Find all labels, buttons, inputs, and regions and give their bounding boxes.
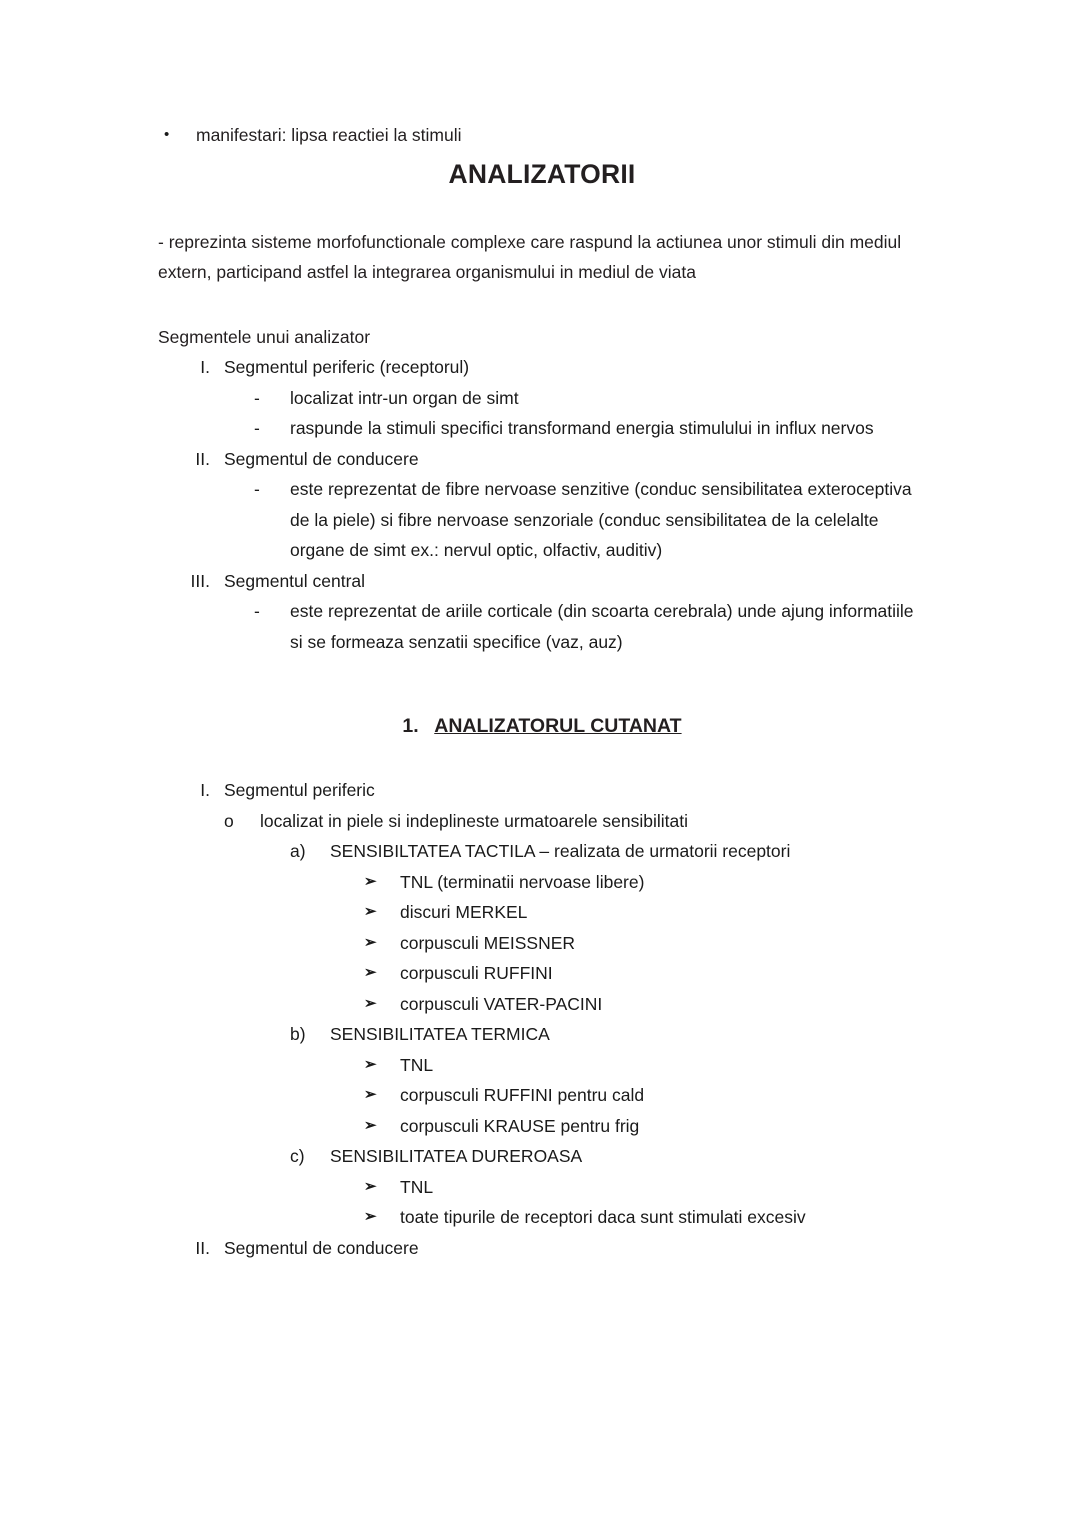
list-item [364, 1111, 926, 1142]
letter-marker: a) [290, 841, 306, 861]
list-item-text: Segmentul periferic [224, 780, 375, 800]
dash-marker: - [254, 418, 260, 438]
list-item-text: TNL [400, 1054, 434, 1075]
list-item-text: Segmentul de conducere [224, 448, 419, 469]
list-item [364, 958, 926, 989]
list-item-text: Segmentul central [224, 570, 366, 591]
list-item-text: este reprezentat de fibre nervoase senzitive (conduc sensibilitatea exteroceptiva de la piele) si fibre nervoase senzoriale (conduc sensibilitatea de la celelalte organe de simt ex.: nervul optic, olfactiv, auditiv) [290, 479, 912, 560]
list-item-text: este reprezentat de ariile corticale (din scoarta cerebrala) unde ajung informatiile si se formeaza senzatii specifice (vaz, auz) [290, 601, 914, 652]
arrow-icon: ➢ [364, 1086, 377, 1103]
document-content [158, 120, 926, 1263]
list-item-text: TNL [400, 1176, 434, 1197]
list-item [158, 444, 926, 475]
list-marker: II. [195, 1237, 210, 1258]
page-title: ANALIZATORII [448, 158, 636, 189]
list-item-text: corpusculi VATER-PACINI [400, 993, 603, 1014]
letter-marker: b) [290, 1024, 306, 1044]
list-item-text: discuri MERKEL [400, 902, 528, 922]
list-item [158, 775, 926, 806]
arrow-icon: ➢ [364, 1208, 377, 1225]
circle-marker: o [224, 810, 234, 831]
list-item-text: TNL (terminatii nervoase libere) [400, 871, 645, 892]
list-item [364, 1202, 926, 1233]
list-marker: II. [195, 448, 210, 469]
arrow-icon: ➢ [364, 1055, 377, 1073]
list-item [364, 1172, 926, 1203]
arrow-icon: ➢ [364, 872, 377, 890]
arrow-icon: ➢ [364, 964, 377, 981]
list-marker: I. [200, 357, 210, 377]
list-item [158, 352, 926, 383]
list-item [254, 474, 926, 566]
list-item-text: SENSIBILITATEA DUREROASA [330, 1146, 583, 1166]
intro-paragraph: - reprezinta sisteme morfofunctionale complexe care raspund la actiunea unor stimuli din mediul extern, participand astfel la integrarea organismului in mediul de viata [158, 231, 902, 282]
list-item-text: Segmentul de conducere [224, 1237, 419, 1258]
list-item [254, 413, 926, 444]
list-item-text: SENSIBILTATEA TACTILA – realizata de urmatorii receptori [330, 841, 791, 861]
list-item-text: SENSIBILITATEA TERMICA [330, 1024, 550, 1044]
section-title: ANALIZATORUL CUTANAT [434, 715, 682, 737]
list-item [158, 120, 926, 151]
segments-label: Segmentele unui analizator [158, 326, 371, 347]
list-item [158, 566, 926, 597]
list-item [290, 836, 926, 867]
dash-marker: - [254, 479, 260, 499]
arrow-icon: ➢ [364, 933, 377, 951]
list-item [254, 596, 926, 657]
arrow-icon: ➢ [364, 903, 377, 920]
list-item [254, 383, 926, 414]
bullet-icon: • [164, 126, 170, 143]
dash-marker: - [254, 601, 260, 621]
list-item [364, 989, 926, 1020]
list-item-text: corpusculi RUFFINI pentru cald [400, 1085, 645, 1105]
list-item-text: corpusculi KRAUSE pentru frig [400, 1115, 640, 1136]
list-marker: III. [190, 570, 210, 591]
section-heading [158, 711, 926, 741]
letter-marker: c) [290, 1146, 305, 1166]
list-item-text: localizat in piele si indeplineste urmatoarele sensibilitati [260, 810, 689, 831]
list-item-text: toate tipurile de receptori daca sunt stimulati excesiv [400, 1207, 806, 1227]
section-number: 1. [402, 715, 419, 737]
arrow-icon: ➢ [364, 1177, 377, 1195]
list-item-text: corpusculi MEISSNER [400, 932, 576, 953]
list-item [290, 1019, 926, 1050]
list-item [290, 1141, 926, 1172]
list-item [158, 1233, 926, 1264]
list-item-text: Segmentul periferic (receptorul) [224, 357, 470, 377]
dash-marker: - [254, 387, 260, 408]
list-item-text: localizat intr-un organ de simt [290, 387, 519, 408]
list-marker: I. [200, 780, 210, 800]
arrow-icon: ➢ [364, 994, 377, 1012]
list-item [224, 806, 926, 837]
list-item-text: raspunde la stimuli specifici transformand energia stimulului in influx nervos [290, 418, 874, 438]
list-item [364, 897, 926, 928]
list-item [364, 867, 926, 898]
list-item-text: corpusculi RUFFINI [400, 963, 553, 983]
list-item [364, 1080, 926, 1111]
list-item [364, 1050, 926, 1081]
list-item-text: manifestari: lipsa reactiei la stimuli [196, 125, 462, 145]
arrow-icon: ➢ [364, 1116, 377, 1134]
list-item [364, 928, 926, 959]
